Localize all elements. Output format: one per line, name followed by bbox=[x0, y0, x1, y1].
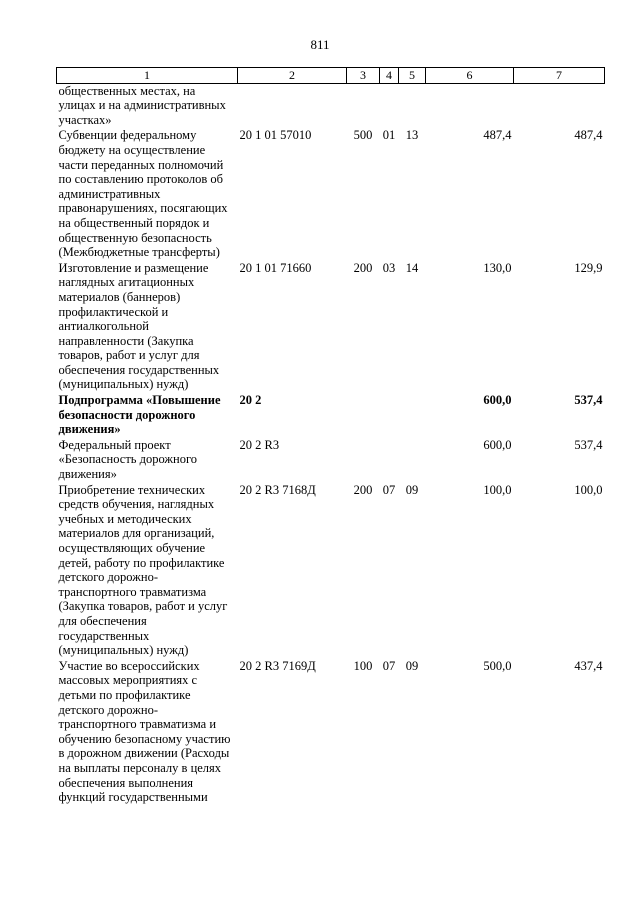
item-sum-actual: 537,4 bbox=[574, 393, 603, 408]
item-vr: 100 bbox=[353, 658, 373, 673]
item-name: Изготовление и размещение наглядных агитационных материалов (баннеров) профилактической и антиалкогольной направленности (Закупка товаров, работ и услуг для обеспечения государственных (муниципальных) нужд) bbox=[58, 260, 220, 392]
item-code: 20 2 R3 bbox=[239, 437, 280, 452]
item-vr bbox=[347, 437, 380, 482]
item-sum-actual bbox=[514, 83, 605, 127]
column-header: 4 bbox=[380, 68, 399, 84]
item-rz: 01 bbox=[382, 128, 396, 143]
table-header-row bbox=[57, 68, 605, 84]
table-row bbox=[57, 482, 605, 658]
item-sum-actual: 129,9 bbox=[574, 260, 603, 275]
item-code: 20 2 R3 7169Д bbox=[239, 658, 316, 673]
item-sum-planned: 100,0 bbox=[483, 482, 512, 497]
item-pr bbox=[399, 437, 426, 482]
item-name: Федеральный проект «Безопасность дорожного движения» bbox=[58, 437, 198, 482]
item-rz bbox=[380, 437, 399, 482]
item-sum-actual: 100,0 bbox=[574, 482, 603, 497]
item-vr bbox=[347, 83, 380, 127]
table-row bbox=[57, 127, 605, 259]
item-rz: 03 bbox=[382, 260, 396, 275]
budget-table bbox=[56, 67, 605, 805]
item-sum-planned: 130,0 bbox=[483, 260, 512, 275]
page-number: 811 bbox=[310, 37, 330, 52]
item-name: Участие во всероссийских массовых мероприятиях с детьми по профилактике детского дорожно-транспортного травматизма и обучению безопасному участию в дорожном движении (Расходы на выплаты персоналу в целях обеспечения выполнения функций государственными bbox=[58, 658, 231, 805]
item-name: общественных местах, на улицах и на административных участках» bbox=[58, 83, 226, 127]
item-pr: 09 bbox=[405, 482, 419, 497]
item-sum-actual: 437,4 bbox=[574, 658, 603, 673]
table-row bbox=[57, 437, 605, 482]
item-name: Подпрограмма «Повышение безопасности дорожного движения» bbox=[58, 393, 221, 437]
item-rz: 07 bbox=[382, 658, 396, 673]
item-sum-actual: 537,4 bbox=[574, 437, 603, 452]
column-header: 7 bbox=[514, 68, 605, 84]
item-pr bbox=[399, 392, 426, 437]
item-rz: 07 bbox=[382, 482, 396, 497]
item-vr bbox=[347, 392, 380, 437]
column-header: 6 bbox=[426, 68, 514, 84]
item-rz bbox=[380, 392, 399, 437]
table-row bbox=[57, 260, 605, 392]
item-sum-actual: 487,4 bbox=[574, 128, 603, 143]
item-vr: 500 bbox=[353, 128, 373, 143]
table-row-subprogram bbox=[57, 392, 605, 437]
item-name: Субвенции федеральному бюджету на осуществление части переданных полномочий по составлению протоколов об административных правонарушениях, посягающих на общественный порядок и общественную безопасность (Межбюджетные трансферты) bbox=[58, 128, 228, 260]
item-pr: 09 bbox=[405, 658, 419, 673]
item-sum-planned: 600,0 bbox=[483, 393, 512, 408]
item-rz bbox=[380, 83, 399, 127]
item-name: Приобретение технических средств обучения, наглядных учебных и методических материалов для организаций, осуществляющих обучение детей, работу по профилактике детского дорожно-транспортного травматизма (Закупка товаров, работ и услуг для обеспечения государственных (муниципальных) нужд) bbox=[58, 482, 228, 658]
table-row bbox=[57, 658, 605, 805]
item-sum-planned: 487,4 bbox=[483, 128, 512, 143]
item-vr: 200 bbox=[353, 260, 373, 275]
item-code: 20 1 01 71660 bbox=[239, 260, 312, 275]
column-header: 3 bbox=[347, 68, 380, 84]
item-pr: 13 bbox=[405, 128, 419, 143]
item-pr: 14 bbox=[405, 260, 419, 275]
item-vr: 200 bbox=[353, 482, 373, 497]
item-code: 20 2 bbox=[239, 393, 262, 408]
table-row bbox=[57, 83, 605, 127]
item-sum-planned: 500,0 bbox=[483, 658, 512, 673]
column-header: 2 bbox=[238, 68, 347, 84]
column-header: 1 bbox=[57, 68, 238, 84]
item-code bbox=[238, 83, 347, 127]
column-header: 5 bbox=[399, 68, 426, 84]
item-sum-planned bbox=[426, 83, 514, 127]
item-pr bbox=[399, 83, 426, 127]
item-code: 20 1 01 57010 bbox=[239, 128, 312, 143]
item-code: 20 2 R3 7168Д bbox=[239, 482, 316, 497]
item-sum-planned: 600,0 bbox=[483, 437, 512, 452]
